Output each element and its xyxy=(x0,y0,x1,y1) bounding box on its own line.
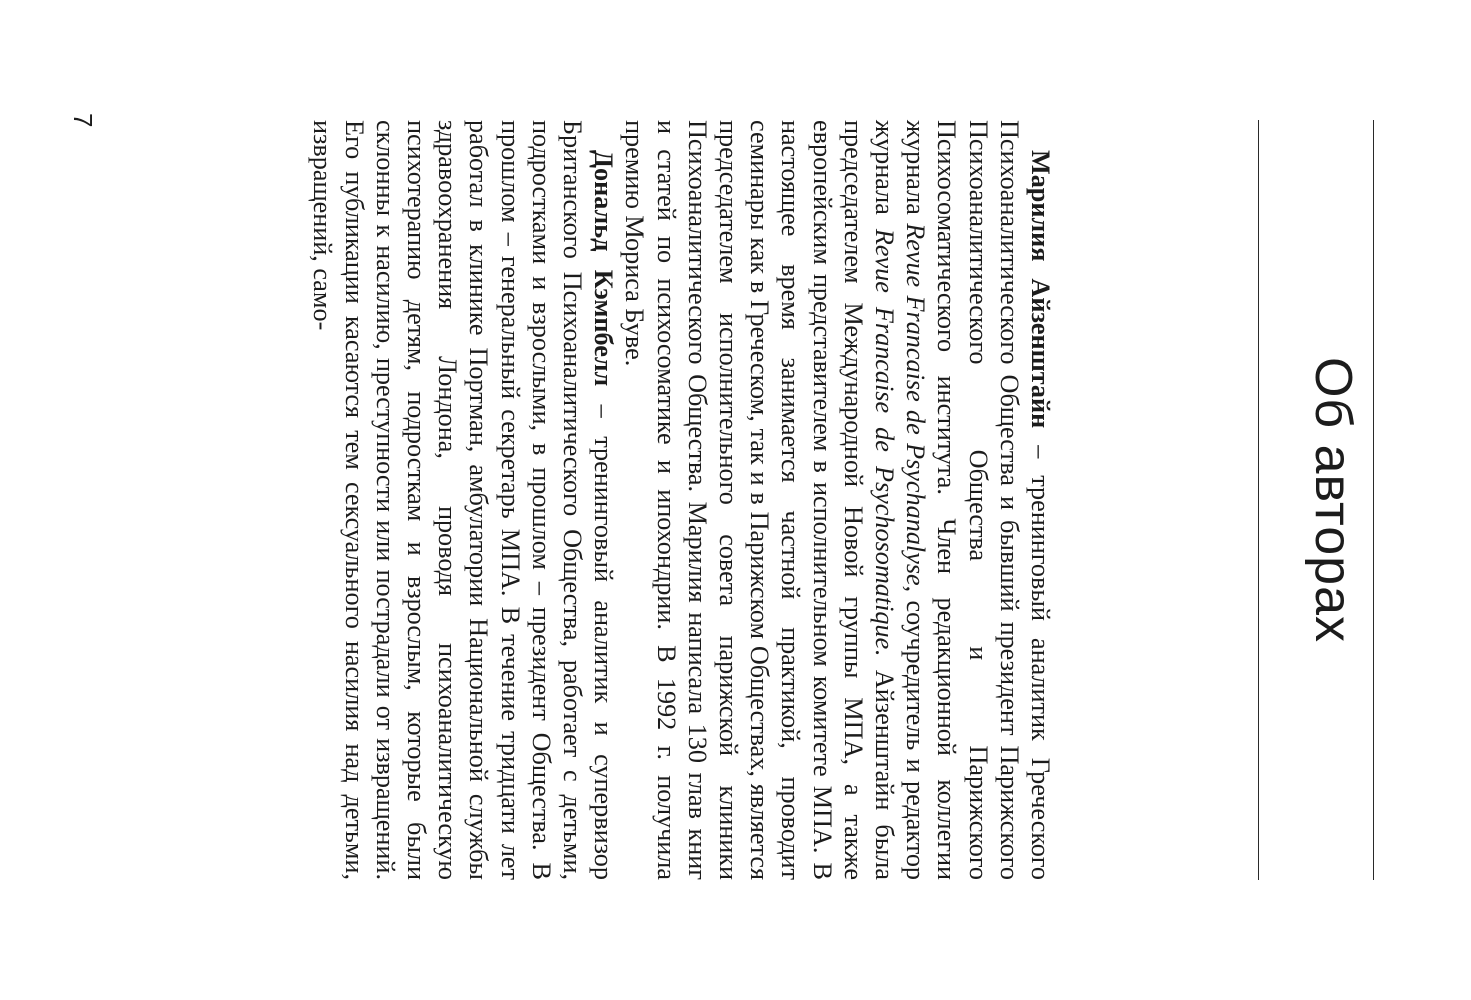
entry-text: , соучредитель и редактор журнала xyxy=(869,120,931,881)
entry-text: – тренинговый аналитик и супервизор Британского Психоаналитического Общества, работает с детьми, подростками и взрослыми, в прошлом – президент Общества. В прошлом – генеральный секретарь МПА. В течение тридцати лет работал в клинике Портман, амбулатории Национальной службы здравоохранения Лондона, проводя психоаналитическую психотерапию детям, подросткам и взрослым, которые были склонны к насилию, преступности или пострадали от извращений. Его публикации касаются тем сексуального насилия над детьми, извращений, само- xyxy=(308,120,619,880)
author-name: Марилия Айзенштайн xyxy=(1026,150,1055,429)
author-entry-campbell xyxy=(307,120,619,880)
journal-title: Revue Francaise de Psychosomatique xyxy=(869,228,899,650)
bottom-rule xyxy=(1258,120,1259,880)
top-rule xyxy=(1373,120,1374,880)
chapter-title: Об авторах xyxy=(1304,356,1362,644)
author-entry-eisenstein xyxy=(619,120,1056,880)
entry-text: . Айзенштайн была председателем Международной Новой группы МПА, а также европейским представителем в исполнительном комитете МПА. В настоящее время занимается частной практикой, проводит семинары как в Греческом, так и в Парижском Обществах, является председателем исполнительного совета парижской клиники Психоаналитического Общества. Марилия написала 130 глав книг и статей по психосоматике и ипохондрии. В 1992 г. получила премию Мориса Буве. xyxy=(620,120,899,881)
page-number: 7 xyxy=(68,113,98,128)
entry-text: – тренинговый аналитик Греческого Психоаналитического Общества и бывший президент Парижского Психоаналитического Общества и Парижского Психосоматического института. Член редакционной коллегии журнала xyxy=(901,120,1055,880)
journal-title: Revue Francaise de Psychanalyse xyxy=(901,223,931,586)
author-name: Дональд Кэмпбелл xyxy=(589,150,619,387)
chapter-body xyxy=(307,120,1056,880)
